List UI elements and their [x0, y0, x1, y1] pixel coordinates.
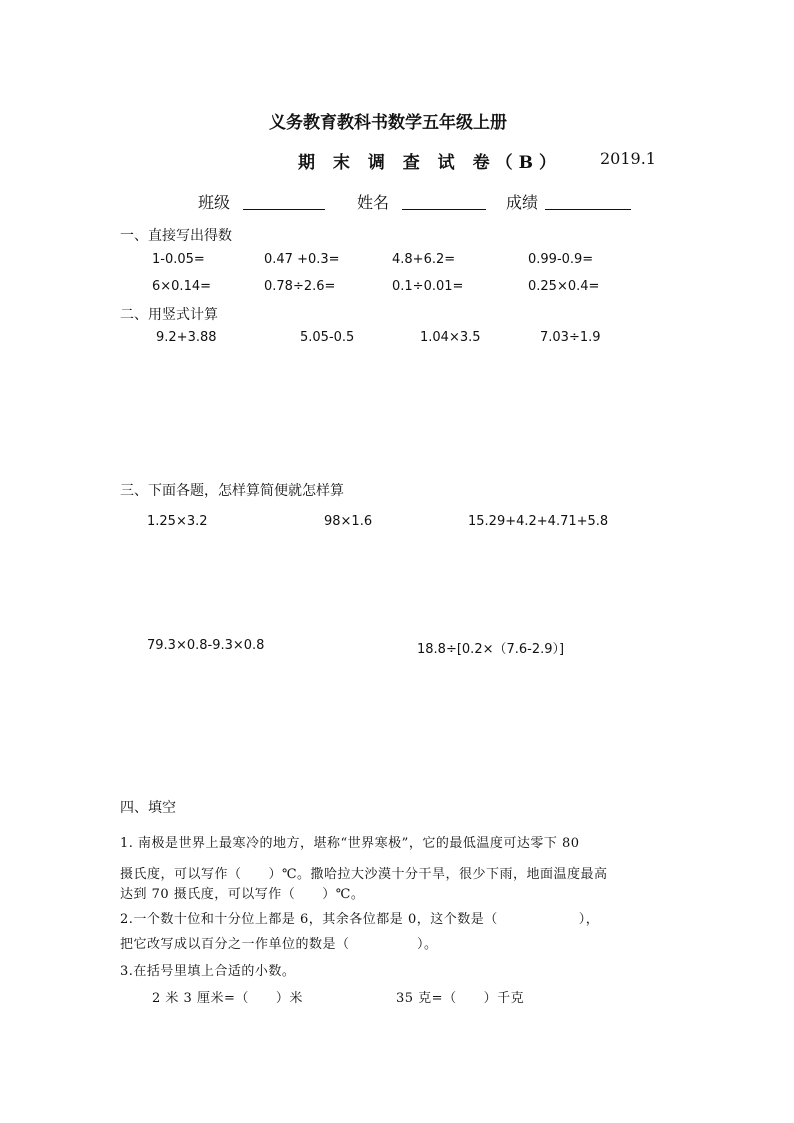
- s1-item: 0.47 +0.3=: [264, 252, 340, 267]
- section4-heading: 四、填空: [120, 800, 176, 816]
- name-blank[interactable]: [402, 195, 486, 210]
- score-field: [506, 190, 631, 213]
- q1-line3: 达到 70 摄氏度，可以写作（ ）℃。: [120, 887, 365, 902]
- q1-line1: 1. 南极是世界上最寒冷的地方，堪称“世界寒极”，它的最低温度可达零下 80: [120, 836, 580, 851]
- s3-item: 1.25×3.2: [147, 514, 208, 529]
- s1-item: 1-0.05=: [152, 252, 205, 267]
- s2-item: 9.2+3.88: [156, 330, 217, 345]
- class-blank[interactable]: [243, 195, 325, 210]
- section2-heading: 二、用竖式计算: [120, 307, 218, 323]
- s1-item: 0.78÷2.6=: [264, 279, 336, 294]
- document-title: 义务教育教科书数学五年级上册: [269, 113, 507, 133]
- s2-item: 1.04×3.5: [420, 330, 481, 345]
- s1-item: 4.8+6.2=: [392, 252, 456, 267]
- s1-item: 6×0.14=: [152, 279, 212, 294]
- s1-item: 0.25×0.4=: [528, 279, 600, 294]
- class-label: 班级: [198, 193, 231, 212]
- q3-item-b: 35 克=（ ）千克: [396, 991, 525, 1006]
- s3-item: 98×1.6: [324, 514, 373, 529]
- s3-item: 79.3×0.8-9.3×0.8: [147, 638, 265, 653]
- name-label: 姓名: [357, 193, 390, 212]
- q3-line1: 3.在括号里填上合适的小数。: [120, 964, 296, 979]
- name-field: [357, 190, 486, 213]
- exam-date: 2019.1: [600, 149, 656, 168]
- section1-heading: 一、直接写出得数: [120, 228, 232, 244]
- s1-item: 0.1÷0.01=: [392, 279, 464, 294]
- q1-line2: 摄氏度，可以写作（ ）℃。撒哈拉大沙漠十分干旱，很少下雨，地面温度最高: [120, 867, 608, 882]
- score-label: 成绩: [506, 193, 539, 212]
- s2-item: 7.03÷1.9: [540, 330, 601, 345]
- s3-item: 15.29+4.2+4.71+5.8: [468, 514, 609, 529]
- s3-item: 18.8÷[0.2×（7.6-2.9）]: [417, 642, 565, 657]
- q3-item-a: 2 米 3 厘米=（ ）米: [152, 991, 303, 1006]
- class-field: [198, 190, 325, 213]
- q2-line1: 2.一个数十位和十分位上都是 6，其余各位都是 0，这个数是（ ），: [120, 912, 600, 927]
- score-blank[interactable]: [545, 195, 631, 210]
- s2-item: 5.05-0.5: [300, 330, 355, 345]
- section3-heading: 三、下面各题，怎样算简便就怎样算: [120, 483, 344, 499]
- q2-line2: 把它改写成以百分之一作单位的数是（ ）。: [120, 937, 438, 952]
- s1-item: 0.99-0.9=: [528, 252, 594, 267]
- exam-subtitle: 期 末 调 查 试 卷（B）: [298, 153, 562, 173]
